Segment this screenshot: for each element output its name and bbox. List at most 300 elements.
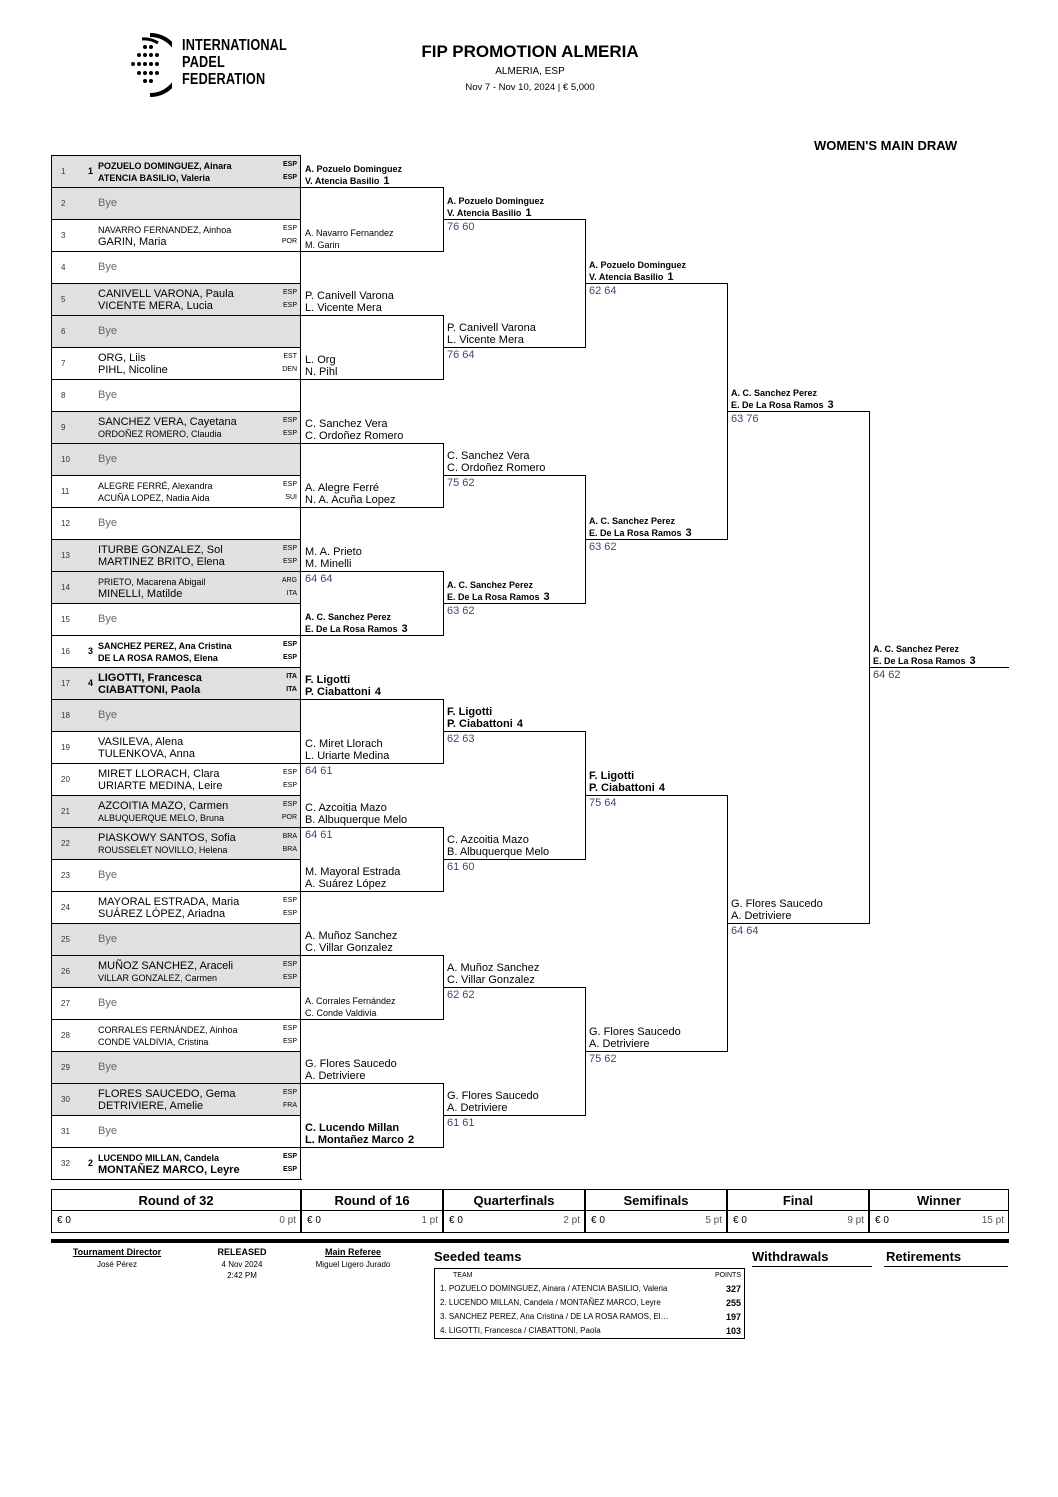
country-code: ESP	[282, 897, 297, 904]
player-b-name: E. De La Rosa Ramos	[305, 624, 398, 634]
round-prize-row	[585, 1211, 727, 1233]
winner-name	[589, 770, 665, 794]
player-b	[305, 1070, 397, 1082]
match-score: 76 64	[447, 349, 475, 361]
r32-entry-20[interactable]	[51, 763, 301, 795]
r32-entry-29[interactable]	[51, 1051, 301, 1083]
bracket-connector	[443, 443, 444, 508]
final-line	[727, 411, 869, 412]
winner-name	[305, 611, 408, 635]
r32-entry-26[interactable]	[51, 955, 301, 987]
player-b	[305, 1134, 414, 1146]
player-b	[305, 942, 397, 954]
round-header: Round of 32	[51, 1189, 301, 1211]
player-b-name: L. Vicente Mera	[305, 302, 382, 314]
winner-name	[305, 995, 396, 1019]
country-code: ESP	[282, 417, 297, 424]
player-b	[447, 591, 550, 603]
player-a: A. Muñoz Sanchez	[447, 962, 540, 974]
r32-entry-2[interactable]	[51, 187, 301, 219]
draw-position: 6	[61, 327, 66, 336]
player-b	[447, 462, 545, 474]
player-b-name: M. Garin	[305, 240, 340, 250]
player-a: A. C. Sanchez Perez	[731, 388, 818, 398]
qf-line	[443, 1115, 585, 1116]
r16-line	[301, 699, 443, 700]
bracket-connector	[443, 187, 444, 252]
bracket-connector	[585, 475, 586, 604]
player-b	[305, 366, 337, 378]
footer-divider	[51, 1239, 1009, 1243]
r32-entry-32[interactable]	[51, 1147, 301, 1179]
winner-name	[305, 1122, 414, 1146]
player-b-name: A. Detriviere	[447, 1102, 508, 1114]
match-score: 62 63	[447, 733, 475, 745]
logo-line-2: PADEL	[182, 54, 225, 71]
player-name: FLORES SAUCEDO, Gema	[98, 1088, 236, 1100]
draw-title: WOMEN'S MAIN DRAW	[814, 138, 958, 153]
winner-name	[447, 195, 544, 219]
seed-number: 1	[667, 271, 674, 283]
player-a: A. C. Sanchez Perez	[305, 612, 392, 622]
player-name: SANCHEZ VERA, Cayetana	[98, 416, 237, 428]
winner-line	[869, 667, 1009, 668]
round-prize-row	[869, 1211, 1009, 1233]
released-date: 4 Nov 2024	[221, 1260, 263, 1269]
bye-label: Bye	[98, 709, 117, 721]
bracket-connector	[727, 283, 728, 540]
player-b	[305, 558, 362, 570]
player-name: NAVARRO FERNANDEZ, Ainhoa	[98, 225, 232, 235]
bracket-connector	[443, 827, 444, 892]
prize-money: € 0	[875, 1215, 889, 1226]
qf-line	[443, 347, 585, 348]
player-b	[873, 655, 976, 667]
sf-line	[585, 539, 727, 540]
draw-position: 20	[61, 775, 70, 784]
seeded-team-row	[435, 1324, 744, 1338]
country-code: ESP	[282, 961, 297, 968]
round-header: Semifinals	[585, 1189, 727, 1211]
round-header: Winner	[869, 1189, 1009, 1211]
country-code: ESP	[282, 641, 297, 648]
match-score: 62 62	[447, 989, 475, 1001]
player-b-name: P. Ciabattoni	[447, 718, 513, 730]
player-b	[447, 334, 536, 346]
player-name: LUCENDO MILLAN, Candela	[98, 1153, 220, 1163]
draw-position: 27	[61, 999, 70, 1008]
player-a: C. Azcoitia Mazo	[305, 802, 387, 814]
country-code: ESP	[282, 1166, 297, 1173]
player-a: A. Alegre Ferré	[305, 482, 379, 494]
player-a: C. Sanchez Vera	[447, 450, 530, 462]
tournament-dates: Nov 7 - Nov 10, 2024 | € 5,000	[465, 82, 595, 93]
player-a: A. Pozuelo Dominguez	[305, 164, 403, 174]
bye-label: Bye	[98, 997, 117, 1009]
round-header: Round of 16	[301, 1189, 443, 1211]
player-name: ATENCIA BASILIO, Valeria	[98, 173, 211, 183]
round-header: Final	[727, 1189, 869, 1211]
country-code: ESP	[282, 558, 297, 565]
player-b	[305, 430, 403, 442]
qf-line	[443, 219, 585, 220]
player-a: C. Lucendo Millan	[305, 1122, 400, 1134]
player-a: G. Flores Saucedo	[447, 1090, 539, 1102]
draw-position: 30	[61, 1095, 70, 1104]
player-a: C. Azcoitia Mazo	[447, 834, 529, 846]
final-line	[727, 923, 869, 924]
r32-entry-18[interactable]	[51, 699, 301, 731]
tournament-location: ALMERIA, ESP	[495, 66, 565, 77]
seeded-team-name: 4. LIGOTTI, Francesca / CIABATTONI, Paola	[440, 1326, 601, 1335]
draw-position: 1	[61, 167, 66, 176]
country-code: FRA	[283, 1102, 297, 1109]
round-prize-row	[443, 1211, 585, 1233]
match-score: 63 76	[731, 413, 759, 425]
logo-line-1: INTERNATIONAL	[182, 37, 287, 54]
seed-number: 3	[88, 646, 94, 656]
seeded-team-points: 327	[725, 1284, 741, 1294]
player-b-name: V. Atencia Basilio	[447, 208, 522, 218]
r16-line	[301, 315, 443, 316]
player-a: A. C. Sanchez Perez	[447, 580, 534, 590]
player-b	[589, 271, 686, 283]
player-b-name: L. Vicente Mera	[447, 334, 524, 346]
seed-number: 2	[88, 1158, 94, 1168]
draw-position: 5	[61, 295, 66, 304]
r32-entry-28[interactable]	[51, 1019, 301, 1051]
player-a: F. Ligotti	[447, 706, 493, 718]
match-score: 76 60	[447, 221, 475, 233]
seed-number: 4	[374, 686, 381, 698]
r16-line	[301, 251, 443, 252]
player-name: URIARTE MEDINA, Leire	[98, 780, 223, 792]
round-prize-row	[727, 1211, 869, 1233]
ranking-points: 0 pt	[279, 1215, 296, 1226]
seeded-team-points: 255	[725, 1298, 741, 1308]
r16-line	[301, 507, 443, 508]
player-name: PIHL, Nicoline	[98, 364, 168, 376]
retirements-title: Retirements	[884, 1249, 1008, 1267]
r32-entry-22[interactable]	[51, 827, 301, 859]
draw-position: 2	[61, 199, 66, 208]
tournament-director-label: Tournament Director	[72, 1247, 162, 1257]
player-b	[447, 1102, 539, 1114]
bracket-connector	[443, 1083, 444, 1148]
winner-name	[305, 866, 400, 890]
tournament-title: FIP PROMOTION ALMERIA	[421, 42, 639, 61]
bye-label: Bye	[98, 453, 117, 465]
player-name: DE LA ROSA RAMOS, Elena	[98, 653, 218, 663]
country-code: ESP	[282, 481, 297, 488]
player-b	[589, 1038, 681, 1050]
seeded-team-name: 2. LUCENDO MILLAN, Candela / MONTAÑEZ MARCO, Leyre	[440, 1298, 661, 1307]
player-a: M. A. Prieto	[305, 546, 362, 558]
qf-line	[443, 987, 585, 988]
seed-number: 2	[408, 1134, 415, 1146]
player-b-name: C. Ordoñez Romero	[447, 462, 546, 474]
player-a: G. Flores Saucedo	[305, 1058, 397, 1070]
r32-entry-23[interactable]	[51, 859, 301, 891]
player-b-name: E. De La Rosa Ramos	[873, 656, 966, 666]
player-name: CORRALES FERNÁNDEZ, Ainhoa	[98, 1025, 238, 1035]
country-code: ESP	[282, 302, 297, 309]
r32-entry-25[interactable]	[51, 923, 301, 955]
player-name: MIRET LLORACH, Clara	[98, 768, 220, 780]
player-b-name: B. Albuquerque Melo	[447, 846, 550, 858]
country-code: EST	[283, 353, 297, 360]
player-b-name: C. Conde Valdivia	[305, 1008, 377, 1018]
player-b	[305, 1007, 396, 1019]
player-name: VASILEVA, Alena	[98, 736, 184, 748]
r32-entry-17[interactable]	[51, 667, 301, 699]
r32-entry-30[interactable]	[51, 1083, 301, 1115]
bye-label: Bye	[98, 933, 117, 945]
country-code: ESP	[282, 1025, 297, 1032]
tournament-director-name: José Pérez	[96, 1260, 138, 1269]
r16-line	[301, 1083, 443, 1084]
sf-line	[585, 1051, 727, 1052]
match-score: 75 62	[589, 1053, 617, 1065]
main-referee-label: Main Referee	[324, 1247, 382, 1257]
draw-position: 19	[61, 743, 70, 752]
prize-money: € 0	[449, 1215, 463, 1226]
seed-number: 3	[827, 399, 834, 411]
player-a: C. Sanchez Vera	[305, 418, 388, 430]
r32-entry-24[interactable]	[51, 891, 301, 923]
r32-entry-3[interactable]	[51, 219, 301, 251]
draw-position: 9	[61, 423, 66, 432]
r32-entry-11[interactable]	[51, 475, 301, 507]
seed-number: 4	[658, 782, 665, 794]
seed-number: 3	[543, 591, 550, 603]
r16-line	[301, 571, 443, 572]
draw-position: 21	[61, 807, 70, 816]
player-name: MINELLI, Matilde	[98, 588, 183, 600]
released-label: RELEASED	[217, 1247, 267, 1257]
player-a: P. Canivell Varona	[305, 290, 394, 302]
round-header: Quarterfinals	[443, 1189, 585, 1211]
draw-position: 10	[61, 455, 70, 464]
winner-name	[447, 322, 536, 346]
seed-number: 3	[401, 623, 408, 635]
r32-entry-9[interactable]	[51, 411, 301, 443]
draw-position: 24	[61, 903, 70, 912]
player-name: ORG, Liis	[98, 352, 146, 364]
player-a: F. Ligotti	[305, 674, 351, 686]
bye-label: Bye	[98, 517, 117, 529]
player-a: M. Mayoral Estrada	[305, 866, 401, 878]
r32-entry-14[interactable]	[51, 571, 301, 603]
bye-label: Bye	[98, 261, 117, 273]
seeded-team-points: 103	[725, 1326, 741, 1336]
player-a: F. Ligotti	[589, 770, 635, 782]
player-b	[447, 718, 523, 730]
winner-name	[589, 259, 686, 283]
winner-name	[305, 802, 407, 826]
r32-entry-21[interactable]	[51, 795, 301, 827]
winner-name	[305, 418, 403, 442]
player-b-name: E. De La Rosa Ramos	[731, 400, 824, 410]
r32-entry-6[interactable]	[51, 315, 301, 347]
qf-line	[443, 859, 585, 860]
player-b-name: C. Ordoñez Romero	[305, 430, 404, 442]
draw-position: 14	[61, 583, 70, 592]
player-name: VICENTE MERA, Lucia	[98, 300, 213, 312]
player-b-name: A. Detriviere	[305, 1070, 366, 1082]
match-score: 61 60	[447, 861, 475, 873]
bracket-connector	[443, 315, 444, 380]
draw-position: 22	[61, 839, 70, 848]
player-name: ITURBE GONZALEZ, Sol	[98, 544, 223, 556]
draw-position: 13	[61, 551, 70, 560]
r16-line	[301, 891, 443, 892]
player-b-name: N. A. Acuña Lopez	[305, 494, 396, 506]
bracket-connector	[443, 699, 444, 764]
draw-position: 29	[61, 1063, 70, 1072]
seeded-team-name: 1. POZUELO DOMINGUEZ, Ainara / ATENCIA BASILIO, Valeria	[440, 1284, 668, 1293]
player-name: AZCOITIA MAZO, Carmen	[98, 800, 229, 812]
winner-name	[589, 515, 692, 539]
match-score: 64 64	[731, 925, 759, 937]
country-code: ESP	[282, 910, 297, 917]
r32-entry-4[interactable]	[51, 251, 301, 283]
draw-position: 11	[61, 487, 70, 496]
winner-name	[305, 930, 397, 954]
player-name: LIGOTTI, Francesca	[98, 672, 202, 684]
r32-entry-10[interactable]	[51, 443, 301, 475]
country-code: ARG	[281, 577, 297, 584]
r16-line	[301, 763, 443, 764]
country-code: ITA	[286, 686, 297, 693]
country-code: ESP	[282, 161, 297, 168]
player-a: A. Pozuelo Dominguez	[589, 260, 687, 270]
player-b	[731, 910, 823, 922]
released-time: 2:42 PM	[227, 1271, 257, 1280]
r32-entry-31[interactable]	[51, 1115, 301, 1147]
seeded-teams-table	[434, 1268, 745, 1339]
draw-position: 12	[61, 519, 70, 528]
winner-name	[447, 1090, 539, 1114]
r32-entry-8[interactable]	[51, 379, 301, 411]
player-b-name: L. Montañez Marco	[305, 1134, 405, 1146]
r32-bottom-border	[51, 1179, 302, 1180]
winner-name	[731, 898, 823, 922]
player-a: L. Org	[305, 354, 336, 366]
winner-name	[447, 450, 545, 474]
r32-entry-12[interactable]	[51, 507, 301, 539]
seed-number: 3	[969, 655, 976, 667]
winner-name	[447, 834, 549, 858]
r16-line	[301, 187, 443, 188]
player-b	[305, 494, 396, 506]
sf-line	[585, 795, 727, 796]
r32-entry-5[interactable]	[51, 283, 301, 315]
player-a: P. Canivell Varona	[447, 322, 536, 334]
winner-name	[305, 354, 337, 378]
winner-name	[447, 579, 550, 603]
player-b-name: E. De La Rosa Ramos	[447, 592, 540, 602]
player-b	[731, 399, 834, 411]
country-code: ESP	[282, 801, 297, 808]
prize-money: € 0	[307, 1215, 321, 1226]
player-name: ALEGRE FERRÉ, Alexandra	[98, 481, 213, 491]
r32-entry-13[interactable]	[51, 539, 301, 571]
player-b-name: E. De La Rosa Ramos	[589, 528, 682, 538]
player-b	[589, 782, 665, 794]
prize-money: € 0	[591, 1215, 605, 1226]
winner-name	[305, 163, 402, 187]
player-name: MUÑOZ SANCHEZ, Araceli	[98, 960, 234, 972]
seed-number: 4	[88, 678, 94, 688]
seed-number: 4	[516, 718, 523, 730]
player-a: A. Corrales Fernández	[305, 996, 396, 1006]
match-score: 75 64	[589, 797, 617, 809]
country-code: ESP	[282, 1038, 297, 1045]
draw-position: 18	[61, 711, 70, 720]
player-b	[447, 207, 544, 219]
fip-logo-icon	[128, 33, 172, 97]
r32-entry-15[interactable]	[51, 603, 301, 635]
player-b-name: A. Detriviere	[589, 1038, 650, 1050]
player-name: CONDE VALDIVIA, Cristina	[98, 1037, 209, 1047]
draw-position: 7	[61, 359, 66, 368]
player-b-name: A. Detriviere	[731, 910, 792, 922]
player-a: G. Flores Saucedo	[589, 1026, 681, 1038]
ranking-points: 2 pt	[563, 1215, 580, 1226]
champion-name	[873, 643, 976, 667]
winner-name	[305, 738, 389, 762]
player-name: DETRIVIERE, Amelie	[98, 1100, 204, 1112]
player-b	[447, 974, 539, 986]
seed-number: 3	[685, 527, 692, 539]
winner-name	[305, 674, 381, 698]
player-b	[305, 814, 407, 826]
country-code: ESP	[282, 289, 297, 296]
winner-name	[447, 706, 523, 730]
player-b	[589, 527, 692, 539]
ranking-points: 5 pt	[705, 1215, 722, 1226]
r32-entry-7[interactable]	[51, 347, 301, 379]
seed-number: 1	[383, 175, 390, 187]
draw-position: 3	[61, 231, 66, 240]
match-score: 62 64	[589, 285, 617, 297]
winner-name	[305, 1058, 397, 1082]
r32-entry-1[interactable]	[51, 155, 301, 187]
r16-line	[301, 1147, 443, 1148]
player-b-name: A. Suárez López	[305, 878, 387, 890]
draw-position: 15	[61, 615, 70, 624]
player-name: PIASKOWY SANTOS, Sofia	[98, 832, 236, 844]
qf-line	[443, 603, 585, 604]
bye-label: Bye	[98, 389, 117, 401]
bye-label: Bye	[98, 1125, 117, 1137]
player-b-name: C. Villar Gonzalez	[305, 942, 393, 954]
draw-position: 32	[61, 1159, 70, 1168]
qf-line	[443, 731, 585, 732]
winner-name	[305, 546, 362, 570]
player-name: GARIN, Maria	[98, 236, 167, 248]
seed-number: 1	[525, 207, 532, 219]
country-code: ESP	[282, 769, 297, 776]
points-column-header: POINTS	[714, 1272, 741, 1279]
r32-entry-19[interactable]	[51, 731, 301, 763]
r32-entry-27[interactable]	[51, 987, 301, 1019]
r32-entry-16[interactable]	[51, 635, 301, 667]
seeded-team-row	[435, 1310, 744, 1324]
bracket-connector	[443, 571, 444, 636]
player-a: A. Pozuelo Dominguez	[447, 196, 545, 206]
